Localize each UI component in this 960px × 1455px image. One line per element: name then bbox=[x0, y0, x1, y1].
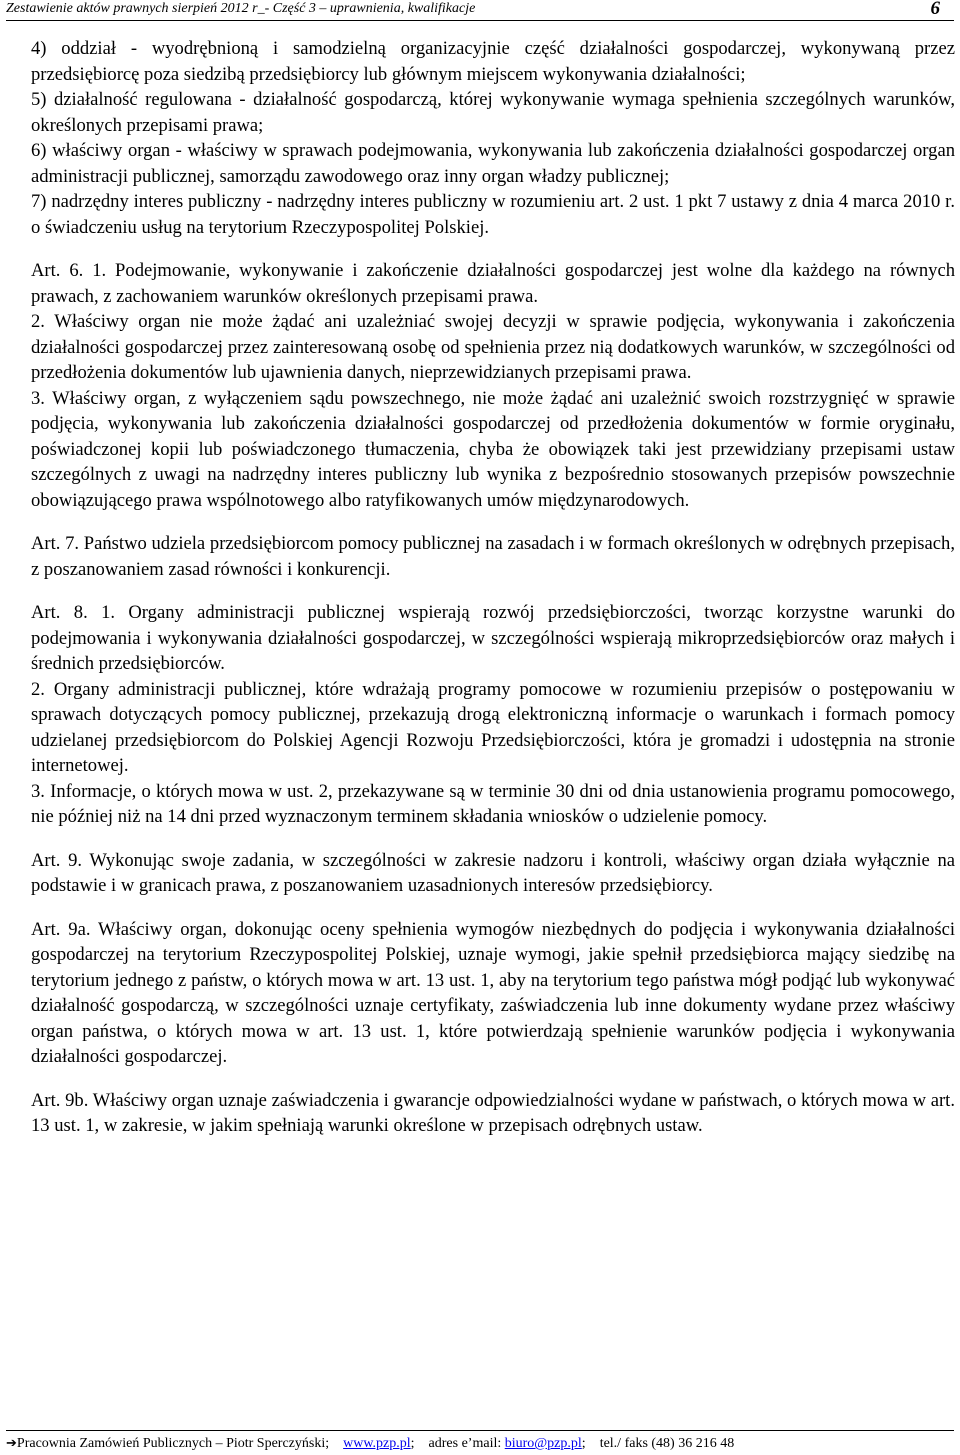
page-number: 6 bbox=[930, 0, 940, 19]
definition-item-7: 7) nadrzędny interes publiczny - nadrzędny interes publiczny w rozumieniu art. 2 ust. 1 pkt 7 ustawy z dnia 4 marca 2010 r. o świadczeniu usług na terytorium Rzeczypospolitej Polskiej. bbox=[31, 191, 955, 238]
page-footer: ➔Pracownia Zamówień Publicznych – Piotr Sperczyński; www.pzp.pl; adres e’mail: biuro@pzp.pl; tel./ faks (48) 36 216 48 bbox=[6, 1430, 954, 1452]
document-body bbox=[31, 36, 955, 1139]
arrow-icon: ➔ bbox=[6, 1435, 17, 1450]
article-6-para-3: 3. Właściwy organ, z wyłączeniem sądu powszechnego, nie może żądać ani uzależnić swoich rozstrzygnięć w sprawie podjęcia, wykonywania lub zakończenia działalności gospodarczej od przedłożenia dokumentów w formie oryginału, poświadczonej kopii lub poświadczonego tłumaczenia, chyba że obowiązek taki jest przewidziany przepisami ustaw szczególnych z uwagi na nadrzędny interes publiczny lub wynika z bezpośrednio stosowanych przepisów powszechnie obowiązującego prawa wspólnotowego albo ratyfikowanych umów międzynarodowych. bbox=[31, 387, 955, 511]
article-8-para-2: 2. Organy administracji publicznej, które wdrażają programy pomocowe w rozumieniu przepisów o postępowaniu w sprawach dotyczących pomocy publicznej, przekazują drogą elektroniczną informacje o warunkach i formach pomocy udzielanej przedsiębiorcom do Polskiej Agencji Rozwoju Przedsiębiorczości, która je gromadzi i udostępnia na stronie internetowej. bbox=[31, 678, 955, 776]
article-9a: Art. 9a. Właściwy organ, dokonując oceny spełnienia wymogów niezbędnych do podjęcia i wykonywania działalności gospodarczej na terytorium Rzeczypospolitej Polskiej, uznaje wymogi, jakie spełnił przedsiębiorca mający siedzibę na terytorium jednego z państw, o których mowa w art. 13 ust. 1, aby na terytorium tego państwa mógł podjąć lub wykonywać działalność gospodarczą, w szczególności uznaje certyfikaty, zaświadczenia lub inne dokumenty wydane przez właściwy organ państwa, o których mowa w art. 13 ust. 1, które potwierdzają spełnienie warunków podjęcia i wykonywania działalności gospodarczej. bbox=[31, 918, 955, 1067]
article-9: Art. 9. Wykonując swoje zadania, w szczególności w zakresie nadzoru i kontroli, właściwy organ działa wyłącznie na podstawie i w granicach prawa, z poszanowaniem uzasadnionych interesów przedsiębiorcy. bbox=[31, 849, 955, 896]
article-8-para-1: Art. 8. 1. Organy administracji publicznej wspierają rozwój przedsiębiorczości, tworząc korzystne warunki do podejmowania i wykonywania działalności gospodarczej, w szczególności wspierają mikroprzedsiębiorców oraz małych i średnich przedsiębiorców. bbox=[31, 602, 955, 674]
article-6-para-1: Art. 6. 1. Podejmowanie, wykonywanie i zakończenie działalności gospodarczej jest wolne dla każdego na równych prawach, z zachowaniem warunków określonych przepisami prawa. bbox=[31, 260, 955, 307]
definition-item-6: 6) właściwy organ - właściwy w sprawach podejmowania, wykonywania lub zakończenia działalności gospodarczej organ administracji publicznej, samorządu zawodowego oraz inny organ władzy publicznej; bbox=[31, 140, 955, 187]
document-title: Zestawienie aktów prawnych sierpień 2012 r_- Część 3 – uprawnienia, kwalifikacje bbox=[6, 1, 476, 16]
footer-email-label: adres e’mail: bbox=[428, 1436, 502, 1451]
definition-item-5: 5) działalność regulowana - działalność gospodarczą, której wykonywanie wymaga spełnienia szczególnych warunków, określonych przepisami prawa; bbox=[31, 89, 955, 136]
article-8-para-3: 3. Informacje, o których mowa w ust. 2, przekazywane są w terminie 30 dni od dnia ustanowienia programu pomocowego, nie później niż na 14 dni przed wyznaczonym terminem składania wniosków o udzielenie pomocy. bbox=[31, 780, 955, 827]
article-9b: Art. 9b. Właściwy organ uznaje zaświadczenia i gwarancje odpowiedzialności wydane w państwach, o których mowa w art. 13 ust. 1, w zakresie, w jakim spełniają warunki określone w przepisach odrębnych ustaw. bbox=[31, 1089, 955, 1136]
article-7: Art. 7. Państwo udziela przedsiębiorcom pomocy publicznej na zasadach i w formach określonych w odrębnych przepisach, z poszanowaniem zasad równości i konkurencji. bbox=[31, 533, 955, 580]
footer-org: Pracownia Zamówień Publicznych – Piotr Sperczyński; bbox=[16, 1436, 330, 1451]
definition-item-4: 4) oddział - wyodrębnioną i samodzielną organizacyjnie część działalności gospodarczej, wykonywaną przez przedsiębiorcę poza siedzibą przedsiębiorcy lub głównym miejscem wykonywania działalności; bbox=[31, 38, 955, 85]
page-header bbox=[6, 0, 954, 21]
email-link[interactable]: biuro@pzp.pl bbox=[504, 1436, 582, 1451]
footer-phone: tel./ faks (48) 36 216 48 bbox=[599, 1436, 735, 1451]
article-6-para-2: 2. Właściwy organ nie może żądać ani uzależniać swojej decyzji w sprawie podjęcia, wykonywania i zakończenia działalności gospodarczej przez zainteresowaną osobę od spełnienia przez nią dodatkowych warunków, w szczególności od przedłożenia dokumentów lub ujawnienia danych, nieprzewidzianych przepisami prawa. bbox=[31, 311, 955, 383]
website-link[interactable]: www.pzp.pl bbox=[343, 1436, 411, 1451]
